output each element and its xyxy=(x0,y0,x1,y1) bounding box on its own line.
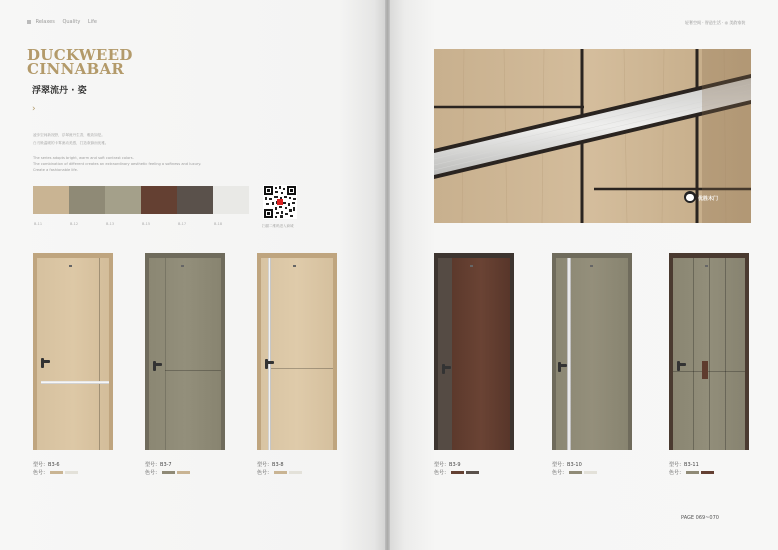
door-b3-11 xyxy=(669,253,749,450)
door-model-label: 型号：B3-6 xyxy=(33,462,60,468)
aluminum-strip xyxy=(268,258,271,450)
top-nav xyxy=(27,19,103,25)
series-subtitle: 浮翠流丹 · 姿 xyxy=(32,86,87,96)
book-spine xyxy=(385,0,390,550)
description-en-1: The series adopts bright, warm and soft contrast colors. xyxy=(33,156,134,160)
page-number: PAGE 069~070 xyxy=(681,515,719,521)
description-cn-1: 凌步空间新视野，浮翠流丹生香，雅致如是。 xyxy=(33,133,105,137)
swatch-code: B-17 xyxy=(178,222,187,226)
description-en-3: Create a fashionable life. xyxy=(33,168,78,172)
nav-icon xyxy=(27,20,31,24)
door-color-label: 色号： xyxy=(145,469,190,476)
description-cn-2: 白刃般温暖的卡雾流动美感，打造欢愉而优雅。 xyxy=(33,141,109,145)
walnut-panel xyxy=(452,258,510,450)
chevron-right-icon: › xyxy=(32,104,36,114)
door-color-label: 色号： xyxy=(434,469,479,476)
door-detail-photo xyxy=(434,49,751,223)
door-b3-10 xyxy=(552,253,632,450)
brand-line-1: DUCKWEED xyxy=(27,46,133,64)
door-b3-7 xyxy=(145,253,225,450)
qr-caption: 扫描二维码进入商城 xyxy=(262,224,294,228)
door-b3-6 xyxy=(33,253,113,450)
brand-title xyxy=(27,48,133,76)
panda-logo-icon xyxy=(684,191,696,203)
swatch xyxy=(69,186,105,214)
swatch xyxy=(177,186,213,214)
door-model-label: 型号：B3-7 xyxy=(145,462,172,468)
walnut-inlay xyxy=(702,361,708,379)
door-model-label: 型号：B3-11 xyxy=(669,462,699,468)
swatch-code: B-12 xyxy=(70,222,79,226)
door-model-label: 型号：B3-10 xyxy=(552,462,582,468)
swatch-code: B-18 xyxy=(214,222,223,226)
qr-code[interactable] xyxy=(263,185,297,219)
door-b3-9 xyxy=(434,253,514,450)
door-color-label: 色号： xyxy=(257,469,302,476)
swatch xyxy=(33,186,69,214)
door-model-label: 型号：B3-9 xyxy=(434,462,461,468)
swatch xyxy=(141,186,177,214)
door-b3-8 xyxy=(257,253,337,450)
swatch-code: B-15 xyxy=(142,222,151,226)
swatch xyxy=(105,186,141,214)
nav-item-quality: Quality xyxy=(62,19,81,25)
aluminum-strip xyxy=(41,381,109,384)
brand-line-2: CINNABAR xyxy=(27,60,125,78)
nav-item-life: Life xyxy=(87,19,97,25)
door-color-label: 色号： xyxy=(552,469,597,476)
swatch-code: B-11 xyxy=(34,222,43,226)
aluminum-strip xyxy=(567,258,571,450)
photo-logo-text: 优胜木门 xyxy=(698,196,719,202)
description-en-2: The combination of different creates an extraordinary aesthetic feeling a softness and luxury. xyxy=(33,162,202,166)
nav-item-relaxes: Relaxes xyxy=(35,19,55,25)
swatch-code: B-13 xyxy=(106,222,115,226)
door-model-label: 型号：B3-8 xyxy=(257,462,284,468)
door-color-label: 色号： xyxy=(669,469,714,476)
color-swatches xyxy=(33,186,249,214)
swatch xyxy=(213,186,249,214)
top-right-slogan: 轻奢空间 · 智造生活 · ◎ 美韵家装 xyxy=(685,20,746,25)
door-color-label: 色号： xyxy=(33,469,78,476)
